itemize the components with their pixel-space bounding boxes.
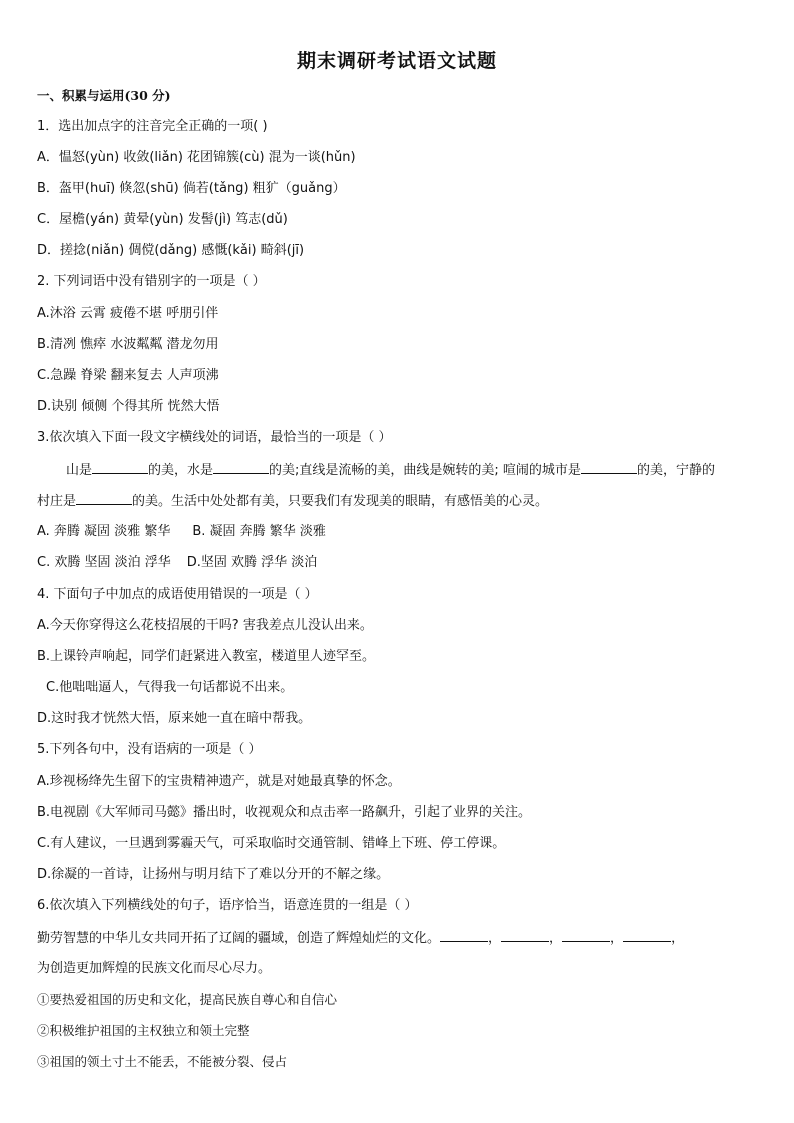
passage-segment: 山是 bbox=[66, 463, 93, 478]
fill-blank bbox=[213, 461, 269, 474]
fill-blank bbox=[440, 929, 488, 942]
fill-blank bbox=[623, 929, 671, 942]
question-1-option-d: D．搓捻(niǎn) 倜傥(dǎng) 感慨(kǎi) 畸斜(jī) bbox=[37, 243, 305, 258]
question-5-option-a: A.珍视杨绛先生留下的宝贵精神遗产，就是对她最真挚的怀念。 bbox=[37, 774, 401, 789]
question-3-options-ab bbox=[37, 523, 326, 541]
passage-segment: 的美。生活中处处都有美，只要我们有发现美的眼睛，有感悟美的心灵。 bbox=[132, 494, 549, 509]
question-6-item-3: ③祖国的领土寸土不能丢，不能被分裂、侵占 bbox=[37, 1054, 288, 1069]
question-2-stem: 2. 下列词语中没有错别字的一项是（ ） bbox=[37, 274, 266, 289]
fill-blank bbox=[562, 929, 610, 942]
question-2-option-a: A.沐浴 云霄 疲倦不堪 呼朋引伴 bbox=[37, 306, 219, 321]
question-5-stem: 5.下列各句中，没有语病的一项是（ ） bbox=[37, 742, 262, 757]
question-4-stem: 4. 下面句子中加点的成语使用错误的一项是（ ） bbox=[37, 587, 318, 602]
passage-segment: 的美，水是 bbox=[148, 463, 214, 478]
passage-segment: ， bbox=[671, 931, 685, 946]
question-5-option-c: C.有人建议，一旦遇到雾霾天气，可采取临时交通管制、错峰上下班、停工停课。 bbox=[37, 836, 506, 851]
question-6-passage-line-1 bbox=[37, 929, 684, 948]
question-6-item-1: ①要热爱祖国的历史和文化，提高民族自尊心和自信心 bbox=[37, 992, 338, 1007]
passage-segment: 的美，宁静的 bbox=[636, 463, 715, 478]
fill-blank bbox=[581, 461, 637, 474]
fill-blank bbox=[92, 461, 148, 474]
question-2-option-d: D.诀别 倾侧 个得其所 恍然大悟 bbox=[37, 399, 220, 414]
question-3-option-d: D.坚固 欢腾 浮华 淡泊 bbox=[186, 555, 318, 570]
question-6-stem: 6.依次填入下列横线处的句子，语序恰当，语意连贯的一组是（ ） bbox=[37, 898, 418, 913]
passage-segment: 勤劳智慧的中华儿女共同开拓了辽阔的疆域，创造了辉煌灿烂的文化。 bbox=[37, 931, 441, 946]
passage-segment: ， bbox=[610, 931, 624, 946]
question-4-option-c: C.他咄咄逼人，气得我一句话都说不出来。 bbox=[46, 680, 294, 695]
question-3-options-cd bbox=[37, 554, 317, 572]
question-6-item-2: ②积极维护祖国的主权独立和领土完整 bbox=[37, 1023, 250, 1038]
passage-segment: 的美;直线是流畅的美，曲线是婉转的美; 喧闹的城市是 bbox=[269, 463, 581, 478]
question-2-option-c: C.急躁 脊梁 翻来复去 人声项沸 bbox=[37, 368, 219, 383]
question-3-option-c: C. 欢腾 坚固 淡泊 浮华 bbox=[37, 555, 171, 570]
page-title: 期末调研考试语文试题 bbox=[296, 50, 497, 72]
question-3-passage-line-2 bbox=[37, 492, 548, 511]
question-5-option-d: D.徐凝的一首诗，让扬州与明月结下了难以分开的不解之缘。 bbox=[37, 867, 390, 882]
question-5-option-b: B.电视剧《大军师司马懿》播出时，收视观众和点击率一路飙升，引起了业界的关注。 bbox=[37, 805, 532, 820]
question-3-passage-line-1 bbox=[66, 461, 715, 480]
fill-blank bbox=[501, 929, 549, 942]
question-2-option-b: B.清冽 憔瘁 水波粼粼 潜龙勿用 bbox=[37, 337, 219, 352]
section-heading: 一、积累与运用(30 分) bbox=[37, 88, 171, 103]
passage-segment: 村庄是 bbox=[37, 494, 77, 509]
question-4-option-a: A.今天你穿得这么花枝招展的干吗? 害我差点儿没认出来。 bbox=[37, 618, 373, 633]
question-3-option-a: A. 奔腾 凝固 淡雅 繁华 bbox=[37, 524, 171, 539]
question-1-stem: 1．选出加点字的注音完全正确的一项( ) bbox=[37, 119, 268, 134]
question-6-passage-line-2: 为创造更加辉煌的民族文化而尽心尽力。 bbox=[37, 961, 272, 976]
question-3-stem: 3.依次填入下面一段文字横线处的词语，最恰当的一项是（ ） bbox=[37, 430, 392, 445]
question-1-option-c: C．屋檐(yán) 黄晕(yùn) 发髻(jì) 笃志(dǔ) bbox=[37, 212, 288, 227]
question-4-option-d: D.这时我才恍然大悟，原来她一直在暗中帮我。 bbox=[37, 711, 312, 726]
passage-segment: ， bbox=[549, 931, 563, 946]
passage-segment: ， bbox=[488, 931, 502, 946]
fill-blank bbox=[76, 492, 132, 505]
question-3-option-b: B. 凝固 奔腾 繁华 淡雅 bbox=[192, 524, 326, 539]
question-1-option-a: A．愠怒(yùn) 收敛(liǎn) 花团锦簇(cù) 混为一谈(hǔn) bbox=[37, 150, 356, 165]
question-1-option-b: B．盔甲(huī) 倏忽(shū) 倘若(tǎng) 粗犷（guǎng） bbox=[37, 181, 346, 196]
question-4-option-b: B.上课铃声响起，同学们赶紧进入教室，楼道里人迹罕至。 bbox=[37, 649, 376, 664]
